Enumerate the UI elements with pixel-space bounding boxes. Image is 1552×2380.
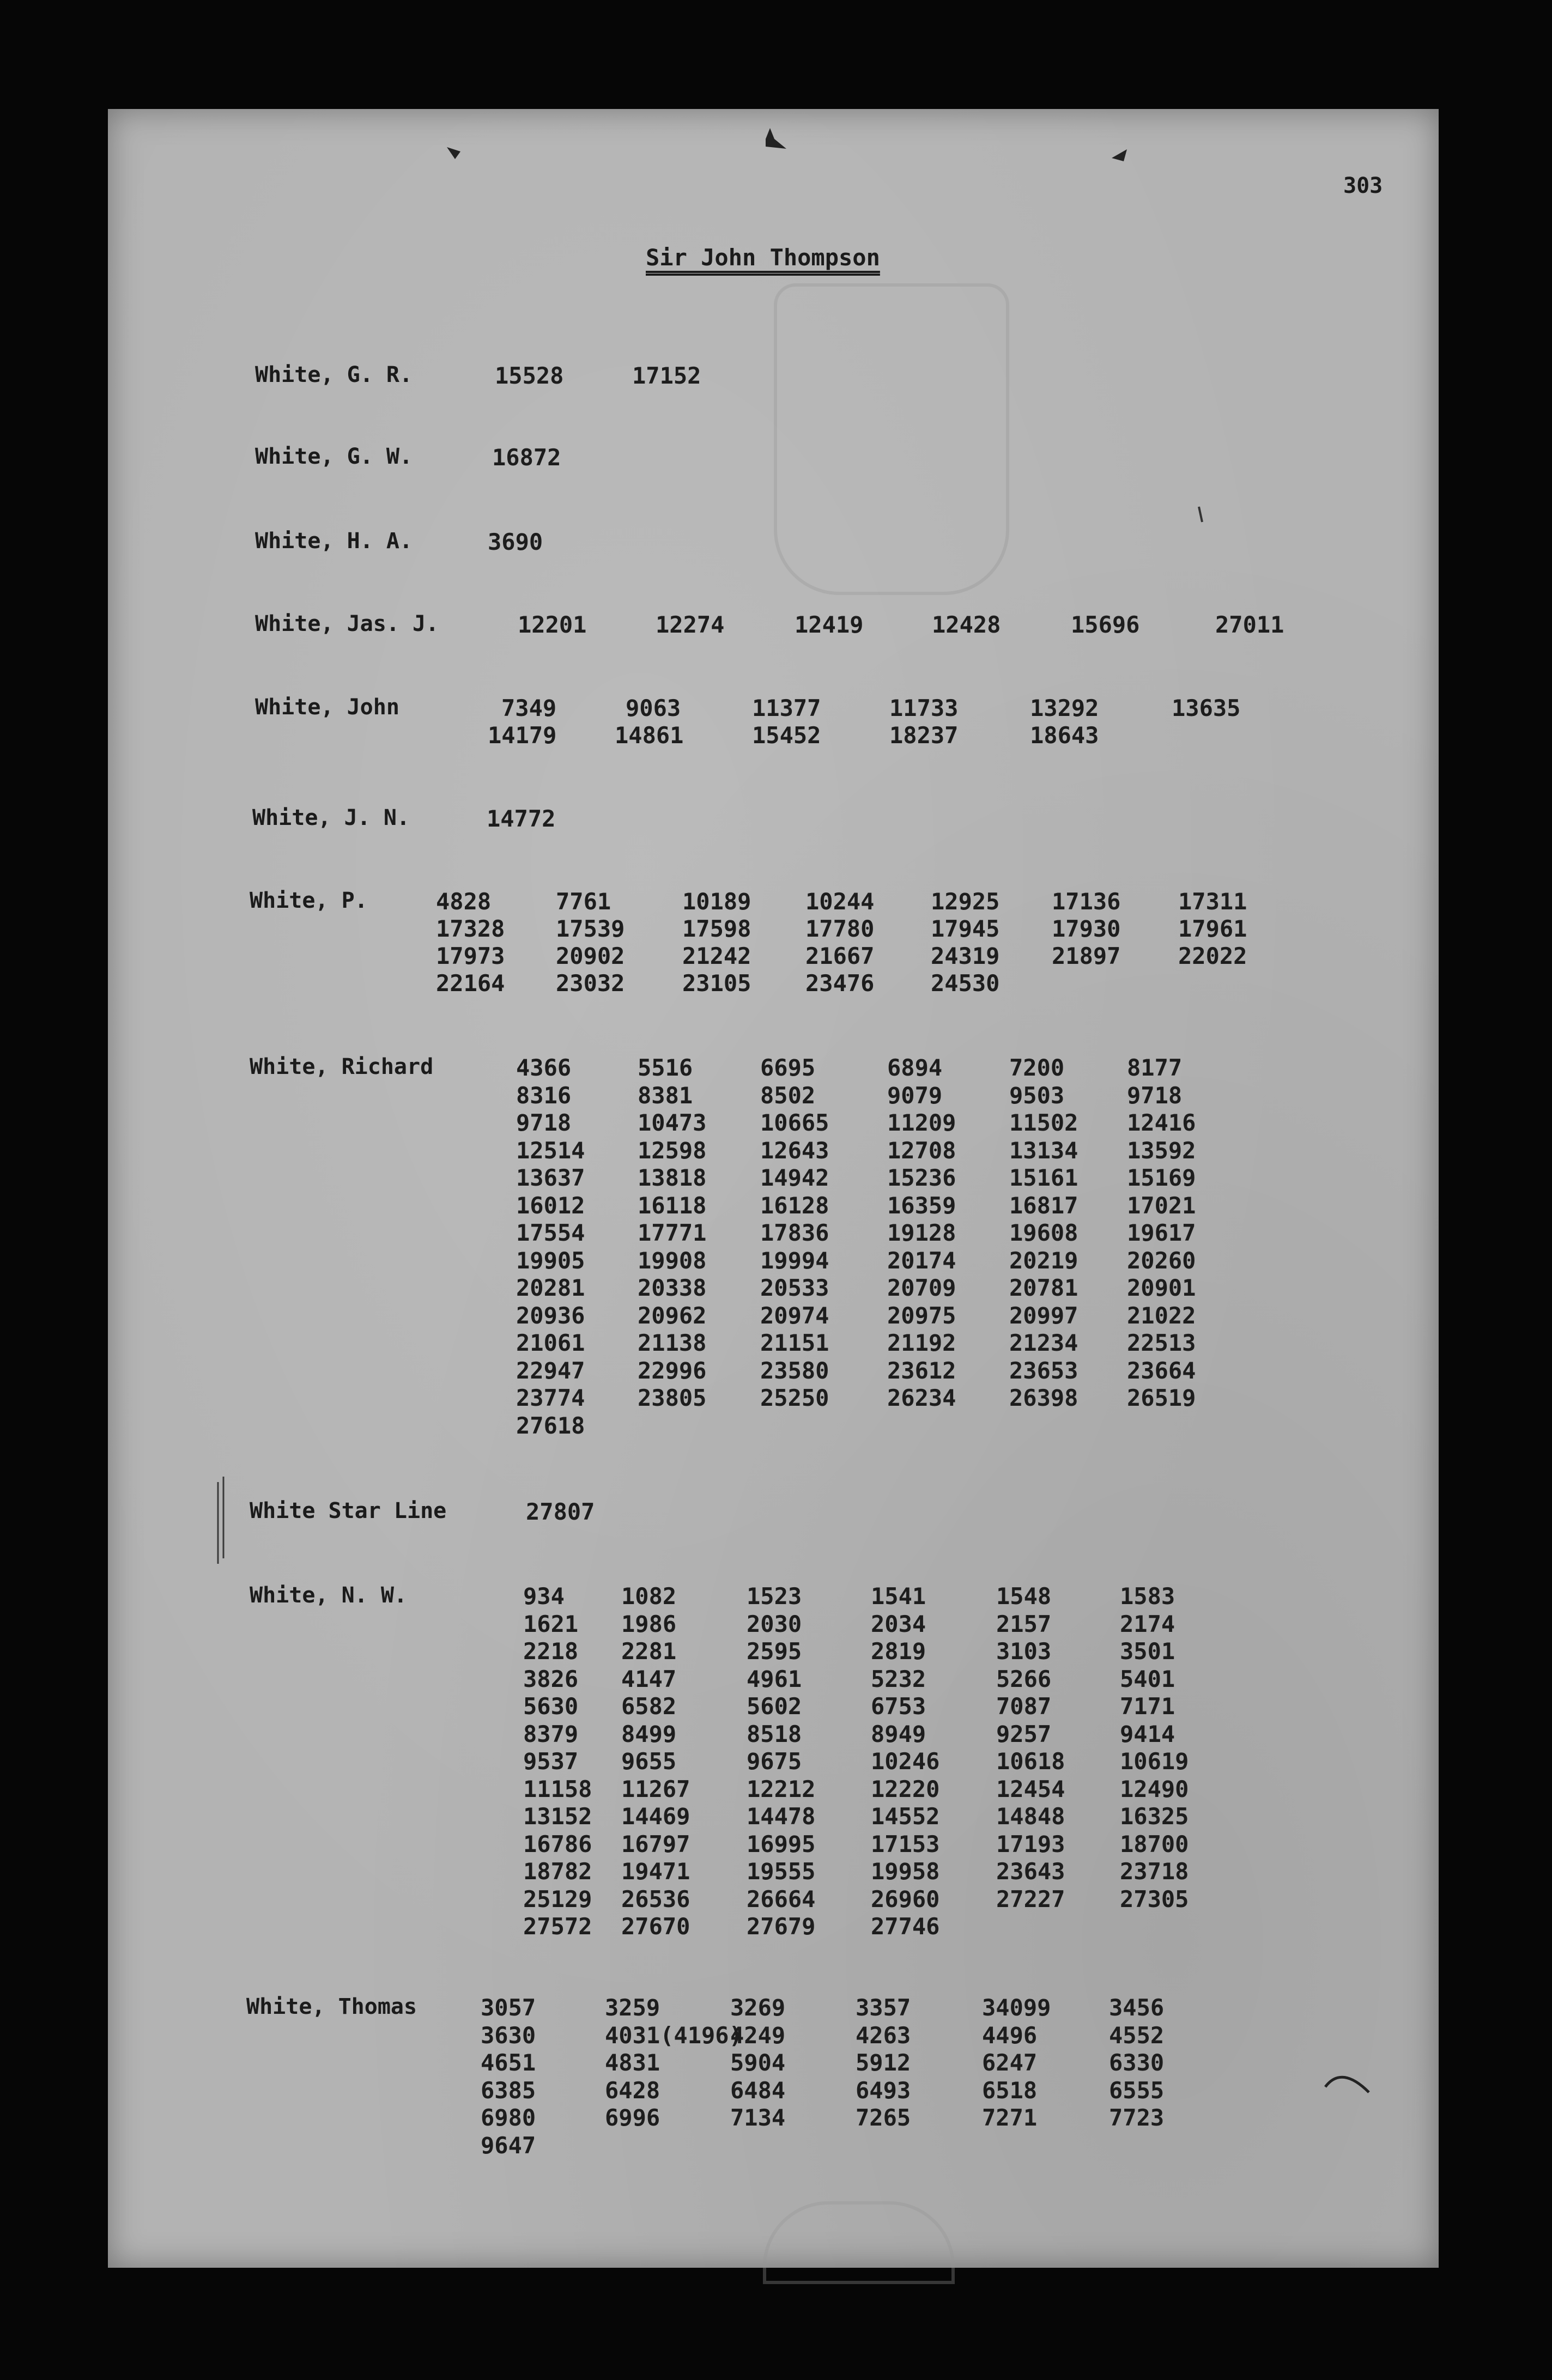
entry-number: 11377 bbox=[752, 695, 821, 721]
entry-number: 14478 bbox=[747, 1803, 816, 1830]
entry-number: 17554 bbox=[516, 1219, 585, 1246]
entry-number: 16128 bbox=[760, 1192, 829, 1219]
entry-number: 9503 bbox=[1009, 1082, 1065, 1109]
entry-number: 3501 bbox=[1120, 1638, 1175, 1665]
entry-number: 20281 bbox=[516, 1274, 585, 1301]
entry-number: 3357 bbox=[856, 1994, 911, 2021]
entry-number: 13635 bbox=[1172, 695, 1241, 721]
entry-number: 1548 bbox=[996, 1583, 1052, 1610]
entry-name: White, G. W. bbox=[255, 444, 413, 469]
entry-number: 19905 bbox=[516, 1247, 585, 1274]
entry-number: 16786 bbox=[523, 1830, 592, 1857]
entry-number: 15452 bbox=[752, 722, 821, 749]
entry-number: 23774 bbox=[516, 1385, 585, 1411]
entry-number: 2218 bbox=[523, 1638, 579, 1665]
entry-number: 6247 bbox=[982, 2049, 1038, 2076]
entry-number: 2174 bbox=[1120, 1610, 1175, 1637]
entry-number: 12212 bbox=[747, 1775, 816, 1802]
entry-number: 8499 bbox=[621, 1720, 677, 1747]
entry-number: 16118 bbox=[638, 1192, 707, 1219]
entry-number: 4496 bbox=[982, 2021, 1038, 2049]
page-title: Sir John Thompson bbox=[646, 244, 880, 271]
entry-number: 8381 bbox=[638, 1082, 693, 1109]
entry-number: 3630 bbox=[481, 2021, 536, 2049]
entry-number: 3826 bbox=[523, 1665, 579, 1692]
entry-number: 1523 bbox=[747, 1583, 802, 1610]
mark-3 bbox=[1112, 149, 1127, 161]
entry-number: 14772 bbox=[487, 805, 556, 832]
entry-number: 9718 bbox=[516, 1109, 572, 1136]
entry-number: 17328 bbox=[436, 915, 505, 942]
entry-number: 7271 bbox=[982, 2104, 1038, 2131]
entry-number: 1986 bbox=[621, 1610, 677, 1637]
mark-2 bbox=[766, 128, 786, 149]
entry-number: 3690 bbox=[488, 529, 543, 555]
entry-number: 21242 bbox=[682, 943, 751, 969]
entry-number: 20174 bbox=[887, 1247, 956, 1274]
entry-name: White, Jas. J. bbox=[255, 611, 439, 636]
entry-number: 16012 bbox=[516, 1192, 585, 1219]
entry-number: 17961 bbox=[1178, 915, 1247, 942]
entry-number: 20709 bbox=[887, 1274, 956, 1301]
entry-number: 6493 bbox=[856, 2077, 911, 2104]
entry-number: 13637 bbox=[516, 1164, 585, 1191]
entry-number: 16325 bbox=[1120, 1803, 1189, 1830]
entry-number: 14469 bbox=[621, 1803, 690, 1830]
entry-number: 6555 bbox=[1109, 2077, 1165, 2104]
entry-name: White, J. N. bbox=[252, 805, 410, 830]
entry-number: 10473 bbox=[638, 1109, 707, 1136]
entry-number: 9675 bbox=[747, 1748, 802, 1775]
entry-number: 26398 bbox=[1009, 1385, 1078, 1411]
entry-number: 17021 bbox=[1127, 1192, 1196, 1219]
entry-number: 6894 bbox=[887, 1054, 943, 1081]
entry-number: 18237 bbox=[889, 722, 959, 749]
entry-name: White, N. W. bbox=[250, 1583, 407, 1608]
entry-number: 4147 bbox=[621, 1665, 677, 1692]
entry-number: 17153 bbox=[871, 1830, 940, 1857]
entry-number: 26234 bbox=[887, 1385, 956, 1411]
entry-number: 10244 bbox=[805, 888, 875, 915]
entry-number: 20901 bbox=[1127, 1274, 1196, 1301]
entry-number: 9063 bbox=[626, 695, 681, 721]
entry-number: 12514 bbox=[516, 1137, 585, 1164]
entry-number: 27679 bbox=[747, 1913, 816, 1940]
entry-number: 15236 bbox=[887, 1164, 956, 1191]
entry-number: 15169 bbox=[1127, 1164, 1196, 1191]
entry-number: 21151 bbox=[760, 1329, 829, 1356]
entry-number: 8177 bbox=[1127, 1054, 1183, 1081]
entry-number: 6980 bbox=[481, 2104, 536, 2131]
entry-number: 21061 bbox=[516, 1329, 585, 1356]
entry-number: 17193 bbox=[996, 1830, 1065, 1857]
entry-number: 6996 bbox=[605, 2104, 660, 2131]
mark-4 bbox=[1199, 507, 1202, 522]
entry-name: White, Thomas bbox=[246, 1994, 417, 2019]
entry-number: 12490 bbox=[1120, 1775, 1189, 1802]
entry-number: 21667 bbox=[805, 943, 875, 969]
entry-number: 12598 bbox=[638, 1137, 707, 1164]
entry-number: 15696 bbox=[1071, 611, 1140, 638]
entry-number: 5516 bbox=[638, 1054, 693, 1081]
entry-number: 23643 bbox=[996, 1858, 1065, 1885]
entry-number: 24319 bbox=[931, 943, 1000, 969]
entry-number: 6330 bbox=[1109, 2049, 1165, 2076]
entry-number: 18643 bbox=[1030, 722, 1099, 749]
entry-number: 23580 bbox=[760, 1357, 829, 1384]
entry-number: 14179 bbox=[488, 722, 557, 749]
entry-number: 27572 bbox=[523, 1913, 592, 1940]
mark-bracket bbox=[218, 1477, 223, 1564]
entry-number: 18700 bbox=[1120, 1830, 1189, 1857]
entry-number: 18782 bbox=[523, 1858, 592, 1885]
entry-number: 7265 bbox=[856, 2104, 911, 2131]
entry-number: 17152 bbox=[632, 362, 701, 389]
entry-number: 17780 bbox=[805, 915, 875, 942]
entry-number: 21234 bbox=[1009, 1329, 1078, 1356]
entry-number: 20997 bbox=[1009, 1302, 1078, 1329]
page-number: 303 bbox=[1343, 173, 1383, 198]
entry-number: 2281 bbox=[621, 1638, 677, 1665]
entry-number: 19471 bbox=[621, 1858, 690, 1885]
entry-number: 10189 bbox=[682, 888, 751, 915]
entry-number: 27746 bbox=[871, 1913, 940, 1940]
entry-number: 5630 bbox=[523, 1693, 579, 1720]
entry-number: 5401 bbox=[1120, 1665, 1175, 1692]
entry-number: 22996 bbox=[638, 1357, 707, 1384]
entry-number: 13818 bbox=[638, 1164, 707, 1191]
entry-number: 12925 bbox=[931, 888, 1000, 915]
entry-number: 8379 bbox=[523, 1720, 579, 1747]
entry-number: 9655 bbox=[621, 1748, 677, 1775]
entry-number: 13292 bbox=[1030, 695, 1099, 721]
entry-number: 21192 bbox=[887, 1329, 956, 1356]
entry-number: 7761 bbox=[556, 888, 611, 915]
mark-1 bbox=[447, 147, 460, 159]
entry-number: 26519 bbox=[1127, 1385, 1196, 1411]
entry-number: 27011 bbox=[1215, 611, 1284, 638]
entry-number: 14552 bbox=[871, 1803, 940, 1830]
entry-number: 22947 bbox=[516, 1357, 585, 1384]
entry-number: 6484 bbox=[730, 2077, 786, 2104]
entry-number: 27227 bbox=[996, 1885, 1065, 1912]
entry-number: 7134 bbox=[730, 2104, 786, 2131]
entry-number: 4249 bbox=[730, 2021, 786, 2049]
entry-number: 20902 bbox=[556, 943, 625, 969]
entry-number: 17539 bbox=[556, 915, 625, 942]
entry-number: 9537 bbox=[523, 1748, 579, 1775]
entry-number: 17930 bbox=[1052, 915, 1121, 942]
entry-number: 13592 bbox=[1127, 1137, 1196, 1164]
entry-number: 20975 bbox=[887, 1302, 956, 1329]
entry-number: 3057 bbox=[481, 1994, 536, 2021]
entry-name: White, P. bbox=[250, 888, 368, 913]
entry-number: 6385 bbox=[481, 2077, 536, 2104]
entry-number: 1541 bbox=[871, 1583, 926, 1610]
entry-number: 8502 bbox=[760, 1082, 816, 1109]
entry-number: 16359 bbox=[887, 1192, 956, 1219]
entry-number: 2595 bbox=[747, 1638, 802, 1665]
entry-number: 11158 bbox=[523, 1775, 592, 1802]
entry-number: 934 bbox=[523, 1583, 565, 1610]
entry-number: 16797 bbox=[621, 1830, 690, 1857]
entry-number: 2034 bbox=[871, 1610, 926, 1637]
entry-number: 23718 bbox=[1120, 1858, 1189, 1885]
entry-number: 5232 bbox=[871, 1665, 926, 1692]
entry-number: 23032 bbox=[556, 970, 625, 997]
entry-number: 11209 bbox=[887, 1109, 956, 1136]
entry-name: White, John bbox=[255, 695, 399, 720]
entry-number: 27670 bbox=[621, 1913, 690, 1940]
entry-number: 8949 bbox=[871, 1720, 926, 1747]
entry-number: 27807 bbox=[526, 1498, 595, 1525]
entry-number: 16872 bbox=[492, 444, 561, 471]
entry-number: 17771 bbox=[638, 1219, 707, 1246]
entry-number: 14848 bbox=[996, 1803, 1065, 1830]
entry-number: 21022 bbox=[1127, 1302, 1196, 1329]
entry-number: 12201 bbox=[518, 611, 587, 638]
entry-number: 17598 bbox=[682, 915, 751, 942]
entry-number: 9079 bbox=[887, 1082, 943, 1109]
entry-number: 7723 bbox=[1109, 2104, 1165, 2131]
entry-number: 23653 bbox=[1009, 1357, 1078, 1384]
entry-number: 7200 bbox=[1009, 1054, 1065, 1081]
entry-name: White, G. R. bbox=[255, 362, 413, 387]
entry-number: 4263 bbox=[856, 2021, 911, 2049]
entry-number: 15528 bbox=[495, 362, 564, 389]
entry-number: 1621 bbox=[523, 1610, 579, 1637]
entry-number: 2030 bbox=[747, 1610, 802, 1637]
entry-number: 13152 bbox=[523, 1803, 592, 1830]
entry-number: 17836 bbox=[760, 1219, 829, 1246]
entry-number: 9647 bbox=[481, 2132, 536, 2159]
entry-number: 19555 bbox=[747, 1858, 816, 1885]
entry-number: 7171 bbox=[1120, 1693, 1175, 1720]
entry-number: 6518 bbox=[982, 2077, 1038, 2104]
entry-number: 19994 bbox=[760, 1247, 829, 1274]
entry-number: 4651 bbox=[481, 2049, 536, 2076]
entry-number: 12419 bbox=[795, 611, 864, 638]
entry-number: 17311 bbox=[1178, 888, 1247, 915]
entry-number: 8518 bbox=[747, 1720, 802, 1747]
entry-number: 12708 bbox=[887, 1137, 956, 1164]
entry-number: 22164 bbox=[436, 970, 505, 997]
entry-number: 10665 bbox=[760, 1109, 829, 1136]
entry-number: 7349 bbox=[501, 695, 557, 721]
entry-number: 17973 bbox=[436, 943, 505, 969]
entry-number: 6582 bbox=[621, 1693, 677, 1720]
entry-name: White Star Line bbox=[250, 1498, 447, 1523]
entry-number: 26664 bbox=[747, 1885, 816, 1912]
mark-5 bbox=[1325, 2077, 1369, 2092]
entry-number: 27305 bbox=[1120, 1885, 1189, 1912]
entry-number: 10246 bbox=[871, 1748, 940, 1775]
entry-number: 19608 bbox=[1009, 1219, 1078, 1246]
entry-number: 21897 bbox=[1052, 943, 1121, 969]
entry-number: 23105 bbox=[682, 970, 751, 997]
entry-number: 27618 bbox=[516, 1412, 585, 1439]
entry-number: 10618 bbox=[996, 1748, 1065, 1775]
entry-number: 3269 bbox=[730, 1994, 786, 2021]
entry-number: 13134 bbox=[1009, 1137, 1078, 1164]
entry-number: 23805 bbox=[638, 1385, 707, 1411]
entry-number: 11733 bbox=[889, 695, 959, 721]
entry-number: 23612 bbox=[887, 1357, 956, 1384]
entry-number: 16995 bbox=[747, 1830, 816, 1857]
entry-number: 6753 bbox=[871, 1693, 926, 1720]
entry-number: 8316 bbox=[516, 1082, 572, 1109]
entry-number: 12220 bbox=[871, 1775, 940, 1802]
entry-number: 26960 bbox=[871, 1885, 940, 1912]
entry-number: 23476 bbox=[805, 970, 875, 997]
entry-number: 12416 bbox=[1127, 1109, 1196, 1136]
entry-number: 19617 bbox=[1127, 1219, 1196, 1246]
entry-number: 22513 bbox=[1127, 1329, 1196, 1356]
entry-number: 34099 bbox=[982, 1994, 1051, 2021]
entry-number: 5904 bbox=[730, 2049, 786, 2076]
entry-number: 12428 bbox=[932, 611, 1001, 638]
entry-number: 20781 bbox=[1009, 1274, 1078, 1301]
entry-number: 22022 bbox=[1178, 943, 1247, 969]
entry-number: 4031(4196) bbox=[605, 2021, 743, 2049]
entry-number: 5266 bbox=[996, 1665, 1052, 1692]
entry-number: 17136 bbox=[1052, 888, 1121, 915]
entry-number: 20974 bbox=[760, 1302, 829, 1329]
entry-number: 20260 bbox=[1127, 1247, 1196, 1274]
entry-name: White, H. A. bbox=[255, 529, 413, 554]
entry-number: 4552 bbox=[1109, 2021, 1165, 2049]
entry-number: 26536 bbox=[621, 1885, 690, 1912]
entry-number: 2157 bbox=[996, 1610, 1052, 1637]
entry-number: 12274 bbox=[656, 611, 725, 638]
entry-number: 5912 bbox=[856, 2049, 911, 2076]
entry-number: 3456 bbox=[1109, 1994, 1165, 2021]
entry-number: 25250 bbox=[760, 1385, 829, 1411]
entry-number: 20219 bbox=[1009, 1247, 1078, 1274]
entry-number: 3103 bbox=[996, 1638, 1052, 1665]
entry-number: 19908 bbox=[638, 1247, 707, 1274]
entry-number: 4961 bbox=[747, 1665, 802, 1692]
entry-number: 14942 bbox=[760, 1164, 829, 1191]
entry-number: 20338 bbox=[638, 1274, 707, 1301]
entry-number: 19958 bbox=[871, 1858, 940, 1885]
entry-number: 5602 bbox=[747, 1693, 802, 1720]
entry-number: 9257 bbox=[996, 1720, 1052, 1747]
entry-number: 20936 bbox=[516, 1302, 585, 1329]
entry-number: 25129 bbox=[523, 1885, 592, 1912]
entry-number: 14861 bbox=[615, 722, 684, 749]
entry-number: 19128 bbox=[887, 1219, 956, 1246]
entry-number: 20533 bbox=[760, 1274, 829, 1301]
entry-number: 12454 bbox=[996, 1775, 1065, 1802]
entry-number: 1082 bbox=[621, 1583, 677, 1610]
entry-number: 9414 bbox=[1120, 1720, 1175, 1747]
entry-number: 2819 bbox=[871, 1638, 926, 1665]
entry-number: 24530 bbox=[931, 970, 1000, 997]
entry-number: 12643 bbox=[760, 1137, 829, 1164]
entry-number: 6428 bbox=[605, 2077, 660, 2104]
entry-number: 17945 bbox=[931, 915, 1000, 942]
entry-number: 9718 bbox=[1127, 1082, 1183, 1109]
entry-number: 11267 bbox=[621, 1775, 690, 1802]
entry-number: 21138 bbox=[638, 1329, 707, 1356]
entry-number: 10619 bbox=[1120, 1748, 1189, 1775]
entry-number: 4831 bbox=[605, 2049, 660, 2076]
entry-number: 20962 bbox=[638, 1302, 707, 1329]
entry-number: 15161 bbox=[1009, 1164, 1078, 1191]
entry-number: 23664 bbox=[1127, 1357, 1196, 1384]
entry-number: 4366 bbox=[516, 1054, 572, 1081]
entry-number: 7087 bbox=[996, 1693, 1052, 1720]
entry-name: White, Richard bbox=[250, 1054, 434, 1079]
entry-number: 6695 bbox=[760, 1054, 816, 1081]
entry-number: 4828 bbox=[436, 888, 492, 915]
entry-number: 16817 bbox=[1009, 1192, 1078, 1219]
entry-number: 11502 bbox=[1009, 1109, 1078, 1136]
entry-number: 3259 bbox=[605, 1994, 660, 2021]
entry-number: 1583 bbox=[1120, 1583, 1175, 1610]
